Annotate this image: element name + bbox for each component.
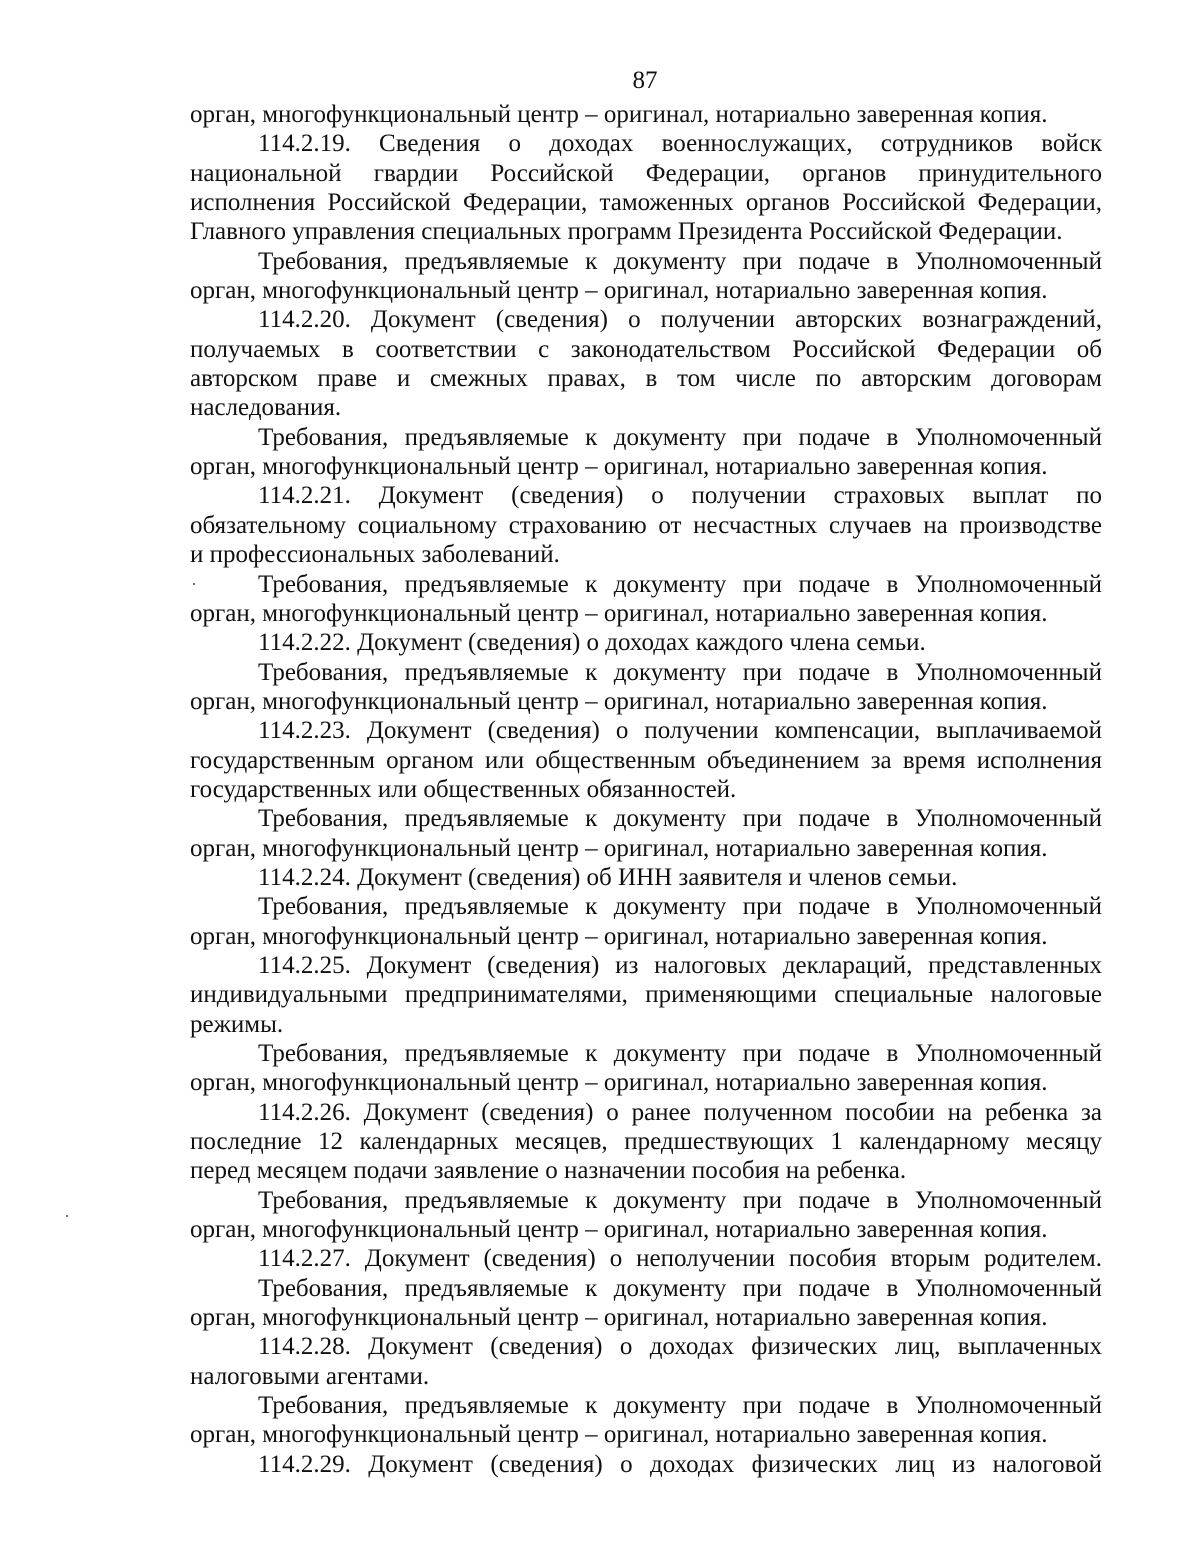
text-line: Главного управления специальных программ Президента Российской Федерации. [190,218,1063,246]
text-line: последние 12 календарных месяцев, предшествующих 1 календарному месяцу [190,1128,1102,1156]
text-line: орган, многофункциональный центр – оригинал, нотариально заверенная копия. [190,1421,1048,1449]
text-line: 114.2.29. Документ (сведения) о доходах физических лиц из налоговой [258,1450,1102,1478]
text-line: орган, многофункциональный центр – оригинал, нотариально заверенная копия. [190,453,1048,481]
text-line: исполнения Российской Федерации, таможенных органов Российской Федерации, [190,189,1102,217]
text-line: орган, многофункциональный центр – оригинал, нотариально заверенная копия. [190,599,1048,627]
text-line: Требования, предъявляемые к документу при подаче в Уполномоченный [258,1274,1102,1302]
text-line: получаемых в соответствии с законодательством Российской Федерации об [190,335,1102,363]
text-line: Требования, предъявляемые к документу при подаче в Уполномоченный [258,1392,1102,1420]
text-line: и профессиональных заболеваний. [190,541,560,569]
text-line: 114.2.24. Документ (сведения) об ИНН заявителя и членов семьи. [258,863,958,891]
text-line: орган, многофункциональный центр – оригинал, нотариально заверенная копия. [190,834,1048,862]
text-line: Требования, предъявляемые к документу при подаче в Уполномоченный [258,1040,1102,1067]
text-line: Требования, предъявляемые к документу при подаче в Уполномоченный [258,893,1102,921]
text-line: 114.2.25. Документ (сведения) из налоговых деклараций, представленных [258,951,1102,979]
text-line: орган, многофункциональный центр – оригинал, нотариально заверенная копия. [190,277,1048,305]
page-number: 87 [632,67,658,94]
text-line: Требования, предъявляемые к документу при подаче в Уполномоченный [258,658,1102,686]
text-line: Требования, предъявляемые к документу при подаче в Уполномоченный [258,805,1102,833]
text-line: 114.2.20. Документ (сведения) о получении авторских вознаграждений, [258,306,1102,334]
text-line: орган, многофункциональный центр – оригинал, нотариально заверенная копия. [190,687,1048,715]
text-line: государственным органом или общественным объединением за время исполнения [190,746,1102,774]
text-line: орган, многофункциональный центр – оригинал, нотариально заверенная копия. [190,922,1048,950]
text-line: наследования. [190,394,342,422]
text-line: орган, многофункциональный центр – оригинал, нотариально заверенная копия. [190,1216,1048,1244]
text-line: Требования, предъявляемые к документу при подаче в Уполномоченный [258,423,1102,451]
text-line: 114.2.19. Сведения о доходах военнослужащих, сотрудников войск [258,130,1102,158]
text-line: национальной гвардии Российской Федерации, органов принудительного [190,159,1102,187]
text-line: индивидуальными предпринимателями, применяющими специальные налоговые [190,981,1102,1009]
text-line: орган, многофункциональный центр – оригинал, нотариально заверенная копия. [190,1304,1048,1332]
text-line: авторском праве и смежных правах, в том числе по авторским договорам [190,365,1102,393]
text-line: 114.2.28. Документ (сведения) о доходах физических лиц, выплаченных [258,1333,1102,1361]
text-line: орган, многофункциональный центр – оригинал, нотариально заверенная копия. [190,1069,1048,1097]
text-line: 114.2.27. Документ (сведения) о неполучении пособия вторым родителем. [258,1245,1102,1273]
text-line: 114.2.21. Документ (сведения) о получении страховых выплат по [258,482,1102,510]
text-line: орган, многофункциональный центр – оригинал, нотариально заверенная копия. [190,101,1048,128]
text-line: обязательному социальному страхованию от несчастных случаев на производстве [190,511,1102,539]
text-line: государственных или общественных обязанностей. [190,775,737,803]
text-line: перед месяцем подачи заявление о назначении пособия на ребенка. [190,1157,907,1185]
text-line: режимы. [190,1010,284,1038]
text-line: 114.2.26. Документ (сведения) о ранее полученном пособии на ребенка за [258,1098,1102,1126]
text-line: налоговыми агентами. [190,1362,430,1390]
text-line: Требования, предъявляемые к документу при подаче в Уполномоченный [258,570,1102,598]
text-line: 114.2.23. Документ (сведения) о получении компенсации, выплачиваемой [258,717,1102,745]
scan-artifact [66,1215,68,1217]
scan-artifact [193,583,195,585]
text-line: 114.2.22. Документ (сведения) о доходах каждого члена семьи. [258,629,926,657]
text-line: Требования, предъявляемые к документу при подаче в Уполномоченный [258,1186,1102,1214]
text-line: Требования, предъявляемые к документу при подаче в Уполномоченный [258,247,1102,275]
document-body [190,100,1102,1479]
